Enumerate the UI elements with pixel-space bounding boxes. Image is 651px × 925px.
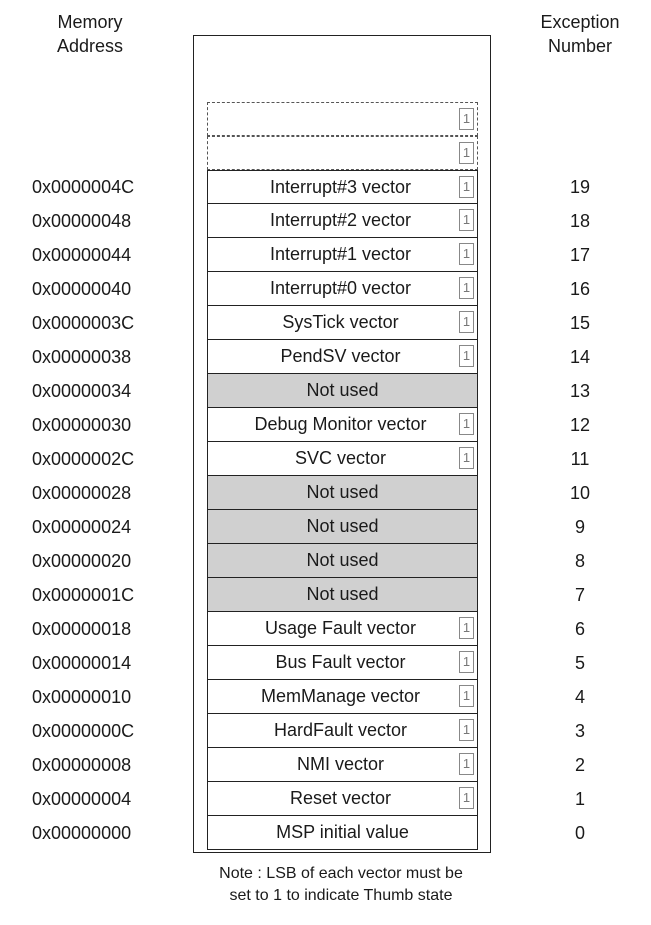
memory-address: 0x0000003C — [32, 313, 135, 333]
thumb-bit-box: 1 — [459, 617, 474, 639]
memory-address: 0x00000038 — [32, 347, 132, 367]
memory-address: 0x00000028 — [32, 483, 132, 503]
memory-address: 0x00000048 — [32, 211, 132, 231]
vector-entry-cell — [207, 408, 478, 442]
vector-table-row — [0, 578, 651, 612]
vector-entry-cell — [207, 748, 478, 782]
vector-table-row — [0, 340, 651, 374]
memory-address: 0x00000010 — [32, 687, 132, 707]
thumb-bit-box: 1 — [459, 719, 474, 741]
vector-entry-cell — [207, 612, 478, 646]
memory-address: 0x00000004 — [32, 789, 132, 809]
vector-table-row — [0, 170, 651, 204]
vector-label: Not used — [306, 584, 379, 604]
vector-table-row — [0, 646, 651, 680]
vector-entry-cell — [207, 680, 478, 714]
vector-label: MSP initial value — [276, 822, 409, 842]
memory-address-header-line1: Memory — [57, 12, 123, 32]
exception-number-header — [520, 10, 640, 58]
not-used-entry-cell — [207, 578, 478, 612]
vector-table-row — [0, 238, 651, 272]
vector-table-row — [0, 272, 651, 306]
exception-number: 6 — [574, 619, 585, 639]
vector-label: SVC vector — [294, 448, 387, 468]
exception-number: 8 — [574, 551, 585, 571]
thumb-bit-box: 1 — [459, 413, 474, 435]
exception-number: 2 — [574, 755, 585, 775]
exception-number: 0 — [574, 823, 585, 843]
thumb-bit-box: 1 — [459, 753, 474, 775]
vector-label: Interrupt#2 vector — [269, 210, 412, 230]
thumb-bit-box: 1 — [459, 142, 474, 164]
exception-number: 1 — [574, 789, 585, 809]
memory-address: 0x0000002C — [32, 449, 135, 469]
exception-number: 11 — [570, 449, 590, 469]
vector-table-row — [0, 782, 651, 816]
vector-label: Interrupt#0 vector — [269, 278, 412, 298]
vector-entry-cell — [207, 816, 478, 850]
note-line1: Note : LSB of each vector must be — [219, 865, 463, 882]
vector-table-row — [0, 476, 651, 510]
vector-label: Not used — [306, 380, 379, 400]
vector-entry-cell — [207, 272, 478, 306]
vector-table-row — [0, 408, 651, 442]
exception-number: 15 — [569, 313, 591, 333]
vector-table-row — [0, 612, 651, 646]
memory-address: 0x00000030 — [32, 415, 132, 435]
vector-table-row — [0, 306, 651, 340]
vector-label: Reset vector — [289, 788, 392, 808]
thumb-bit-box: 1 — [459, 651, 474, 673]
vector-table-row — [0, 442, 651, 476]
vector-table-row — [0, 374, 651, 408]
vector-label: Not used — [306, 516, 379, 536]
thumb-state-note — [185, 863, 497, 907]
vector-label: Usage Fault vector — [264, 618, 417, 638]
exception-number: 9 — [574, 517, 585, 537]
vector-table-row — [0, 816, 651, 850]
vector-label: Debug Monitor vector — [254, 414, 427, 434]
vector-table-row — [0, 714, 651, 748]
vector-label: Not used — [306, 550, 379, 570]
thumb-bit-box: 1 — [459, 685, 474, 707]
vector-table-row — [0, 204, 651, 238]
vector-entry-cell — [207, 714, 478, 748]
exception-number-header-line1: Exception — [540, 12, 620, 32]
unused-slot-cell — [207, 136, 478, 170]
unused-slot-row — [0, 102, 651, 136]
memory-address: 0x0000001C — [32, 585, 135, 605]
note-line2: set to 1 to indicate Thumb state — [229, 887, 453, 904]
unused-slot-cell — [207, 102, 478, 136]
exception-number: 19 — [569, 177, 591, 197]
exception-number: 10 — [569, 483, 591, 503]
exception-number: 7 — [574, 585, 585, 605]
vector-entry-cell — [207, 170, 478, 204]
vector-label: NMI vector — [296, 754, 384, 774]
memory-address: 0x0000004C — [32, 177, 135, 197]
memory-address-header-line2: Address — [56, 36, 124, 56]
vector-table-row — [0, 748, 651, 782]
vector-entry-cell — [207, 238, 478, 272]
thumb-bit-box: 1 — [459, 243, 474, 265]
thumb-bit-box: 1 — [459, 108, 474, 130]
vector-entry-cell — [207, 442, 478, 476]
not-used-entry-cell — [207, 510, 478, 544]
not-used-entry-cell — [207, 544, 478, 578]
not-used-entry-cell — [207, 476, 478, 510]
vector-entry-cell — [207, 782, 478, 816]
exception-number: 18 — [569, 211, 591, 231]
vector-entry-cell — [207, 306, 478, 340]
exception-number: 13 — [569, 381, 591, 401]
vector-label: Interrupt#1 vector — [269, 244, 412, 264]
memory-address: 0x00000040 — [32, 279, 132, 299]
thumb-bit-box: 1 — [459, 447, 474, 469]
exception-number: 16 — [569, 279, 591, 299]
exception-number-header-line2: Number — [547, 36, 613, 56]
thumb-bit-box: 1 — [459, 209, 474, 231]
exception-number: 3 — [574, 721, 585, 741]
exception-number: 14 — [569, 347, 591, 367]
vector-table-row — [0, 510, 651, 544]
vector-table-row — [0, 680, 651, 714]
vector-label: HardFault vector — [273, 720, 408, 740]
memory-address: 0x00000008 — [32, 755, 132, 775]
memory-address: 0x00000044 — [32, 245, 132, 265]
exception-number: 4 — [574, 687, 585, 707]
vector-label: SysTick vector — [282, 312, 399, 332]
memory-address: 0x00000014 — [32, 653, 132, 673]
memory-address-header — [30, 10, 150, 58]
memory-address: 0x00000024 — [32, 517, 132, 537]
vector-label: MemManage vector — [260, 686, 421, 706]
thumb-bit-box: 1 — [459, 787, 474, 809]
thumb-bit-box: 1 — [459, 345, 474, 367]
memory-address: 0x0000000C — [32, 721, 135, 741]
unused-slot-row — [0, 136, 651, 170]
exception-number: 17 — [569, 245, 591, 265]
memory-address: 0x00000000 — [32, 823, 132, 843]
memory-address: 0x00000018 — [32, 619, 132, 639]
vector-label: PendSV vector — [280, 346, 401, 366]
thumb-bit-box: 1 — [459, 311, 474, 333]
thumb-bit-box: 1 — [459, 176, 474, 198]
thumb-bit-box: 1 — [459, 277, 474, 299]
memory-address: 0x00000020 — [32, 551, 132, 571]
vector-entry-cell — [207, 204, 478, 238]
vector-label: Bus Fault vector — [275, 652, 406, 672]
vector-label: Not used — [306, 482, 379, 502]
not-used-entry-cell — [207, 374, 478, 408]
exception-number: 12 — [569, 415, 591, 435]
vector-entry-cell — [207, 340, 478, 374]
exception-number: 5 — [574, 653, 585, 673]
vector-table-row — [0, 544, 651, 578]
vector-label: Interrupt#3 vector — [269, 177, 412, 197]
memory-address: 0x00000034 — [32, 381, 132, 401]
vector-entry-cell — [207, 646, 478, 680]
